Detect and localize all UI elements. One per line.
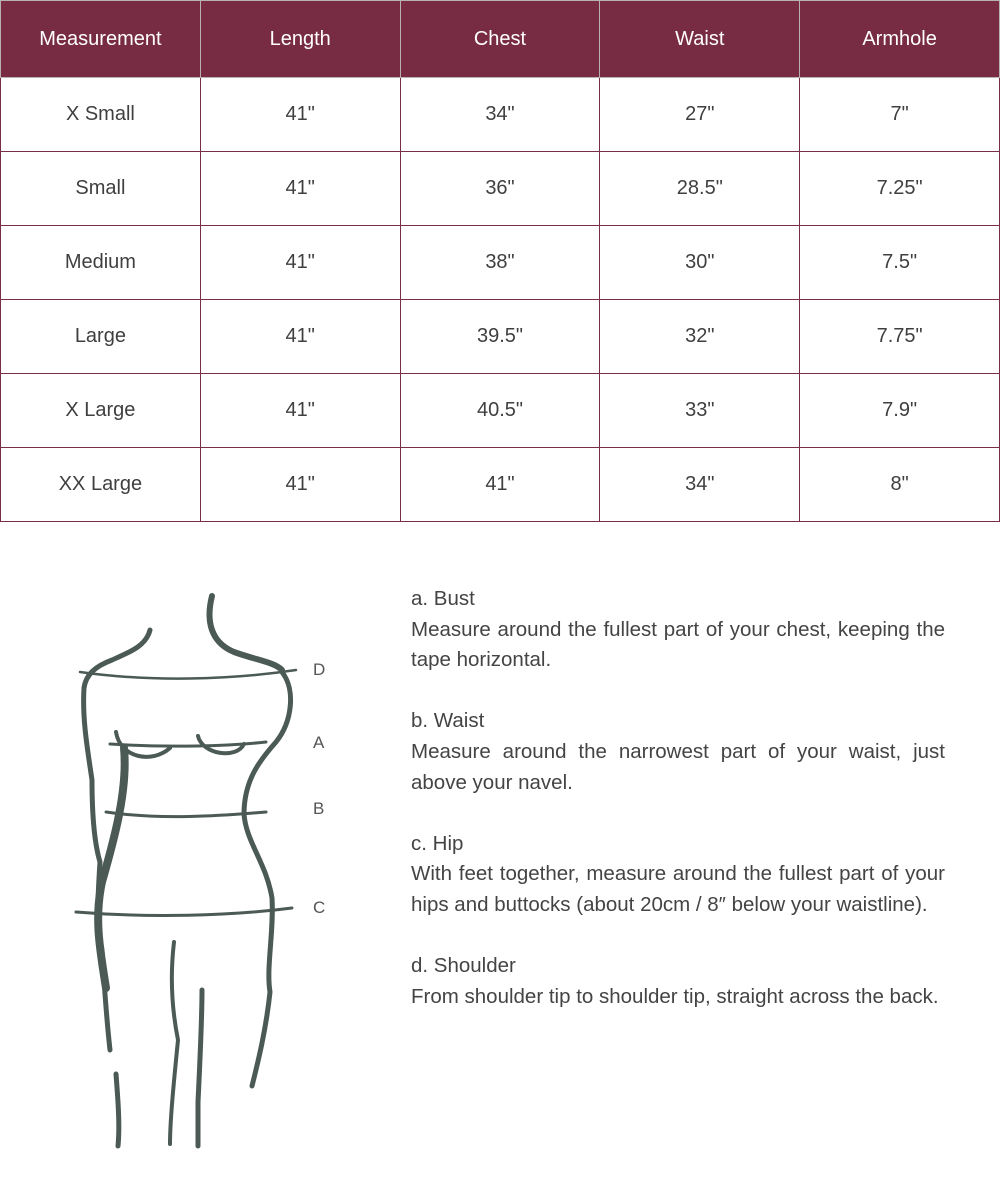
cell-armhole: 7.25" [800,152,1000,226]
measure-line-d [80,670,296,679]
cell-length: 41" [200,152,400,226]
table-row [1,226,1000,300]
guide-title: a. Bust [411,587,475,610]
guide-title: b. Waist [411,709,485,733]
header-armhole: Armhole [800,1,1000,78]
guide-title: c. Hip [411,831,464,855]
guide-item-hip [411,829,945,921]
cell-chest: 34" [400,78,600,152]
cell-size: XX Large [1,448,201,522]
figure-left-neck [84,630,150,688]
header-waist: Waist [600,1,800,78]
table-row [1,152,1000,226]
figure-leg-stroke [198,990,202,1146]
size-chart-table [0,0,1000,522]
header-measurement: Measurement [1,1,201,78]
table-row [1,374,1000,448]
cell-size: Large [1,300,201,374]
cell-chest: 38" [400,226,600,300]
measure-line-c [76,908,292,915]
cell-length: 41" [200,300,400,374]
guide-description: Measure around the fullest part of your chest, keeping the tape horizontal. [411,617,945,672]
cell-waist: 27" [600,78,800,152]
cell-armhole: 7.75" [800,300,1000,374]
label-b: B [313,799,325,818]
figure-right-side [244,672,291,1086]
cell-length: 41" [200,226,400,300]
guide-description: From shoulder tip to shoulder tip, straight across the back. [411,984,939,1008]
cell-chest: 40.5" [400,374,600,448]
guide-item-shoulder [411,951,945,1012]
guide-title: d. Shoulder [411,954,516,978]
label-d: D [313,660,326,679]
table-header-row [1,1,1000,78]
table-row [1,78,1000,152]
cell-chest: 41" [400,448,600,522]
header-length: Length [200,1,400,78]
figure-left-leg [116,1074,119,1146]
table-row [1,300,1000,374]
label-a: A [313,733,325,752]
cell-waist: 32" [600,300,800,374]
measurement-guide [411,584,945,1043]
figure-inner-leg [170,942,178,1144]
cell-armhole: 7.9" [800,374,1000,448]
guide-item-bust [411,584,945,676]
guide-description: With feet together, measure around the fullest part of your hips and buttocks (about 20cm / 8″ below your waistline). [411,862,945,916]
cell-size: Small [1,152,201,226]
body-measurement-figure [60,580,360,1160]
figure-right-neck [210,596,282,670]
label-c: C [313,898,326,917]
cell-length: 41" [200,448,400,522]
cell-size: Medium [1,226,201,300]
cell-armhole: 7" [800,78,1000,152]
cell-waist: 33" [600,374,800,448]
cell-waist: 34" [600,448,800,522]
cell-length: 41" [200,78,400,152]
table-row [1,448,1000,522]
cell-chest: 36" [400,152,600,226]
cell-size: X Large [1,374,201,448]
cell-waist: 30" [600,226,800,300]
cell-length: 41" [200,374,400,448]
figure-torso-shade [98,748,125,988]
cell-armhole: 8" [800,448,1000,522]
guide-item-waist [411,706,945,798]
guide-description: Measure around the narrowest part of your waist, just above your navel. [411,739,945,794]
header-chest: Chest [400,1,600,78]
measure-line-a [110,742,266,746]
cell-chest: 39.5" [400,300,600,374]
cell-size: X Small [1,78,201,152]
cell-waist: 28.5" [600,152,800,226]
cell-armhole: 7.5" [800,226,1000,300]
